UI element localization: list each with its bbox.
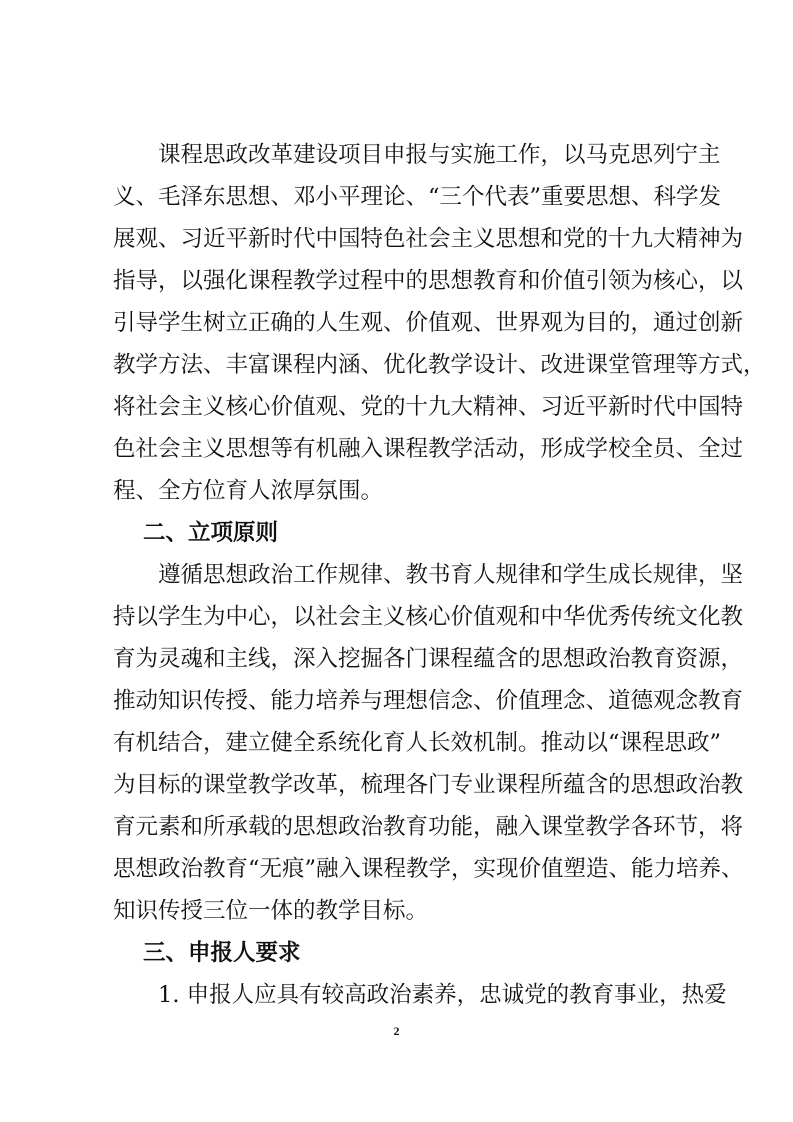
principles-line-9: 知识传授三位一体的教学目标。 [113,898,429,924]
intro-line-7: 将社会主义核心价值观、党的十九大精神、习近平新时代中国特 [113,394,744,420]
intro-line-8: 色社会主义思想等有机融入课程教学活动，形成学校全员、全过 [113,436,744,462]
section-heading-principles: 二、立项原则 [143,520,279,546]
principles-line-5: 有机结合，建立健全系统化育人长效机制。推动以“课程思政” [113,730,722,756]
intro-line-1: 课程思政改革建设项目申报与实施工作，以马克思列宁主 [158,142,721,168]
principles-line-1: 遵循思想政治工作规律、教书育人规律和学生成长规律，坚 [158,562,744,588]
principles-line-2: 持以学生为中心，以社会主义核心价值观和中华优秀传统文化教 [113,604,744,630]
requirement-item-1: 1. 申报人应具有较高政治素养，忠诚党的教育事业，热爱 [158,982,727,1008]
principles-line-3: 育为灵魂和主线，深入挖掘各门课程蕴含的思想政治教育资源， [113,646,744,672]
principles-line-6: 为目标的课堂教学改革，梳理各门专业课程所蕴含的思想政治教 [113,772,744,798]
intro-line-2: 义、毛泽东思想、邓小平理论、“三个代表”重要思想、科学发 [113,184,722,210]
intro-line-3: 展观、习近平新时代中国特色社会主义思想和党的十九大精神为 [113,226,744,252]
intro-line-4: 指导，以强化课程教学过程中的思想教育和价值引领为核心，以 [113,268,744,294]
page-number: 2 [393,1024,400,1038]
intro-line-5: 引导学生树立正确的人生观、价值观、世界观为目的，通过创新 [113,310,744,336]
principles-line-8: 思想政治教育“无痕”融入课程教学，实现价值塑造、能力培养、 [113,856,744,882]
principles-line-4: 推动知识传授、能力培养与理想信念、价值理念、道德观念教育 [113,688,744,714]
intro-line-9: 程、全方位育人浓厚氛围。 [113,478,384,504]
intro-line-6: 教学方法、丰富课程内涵、优化教学设计、改进课堂管理等方式， [113,352,766,378]
section-heading-applicant-requirements: 三、申报人要求 [143,940,301,966]
principles-line-7: 育元素和所承载的思想政治教育功能，融入课堂教学各环节，将 [113,814,744,840]
